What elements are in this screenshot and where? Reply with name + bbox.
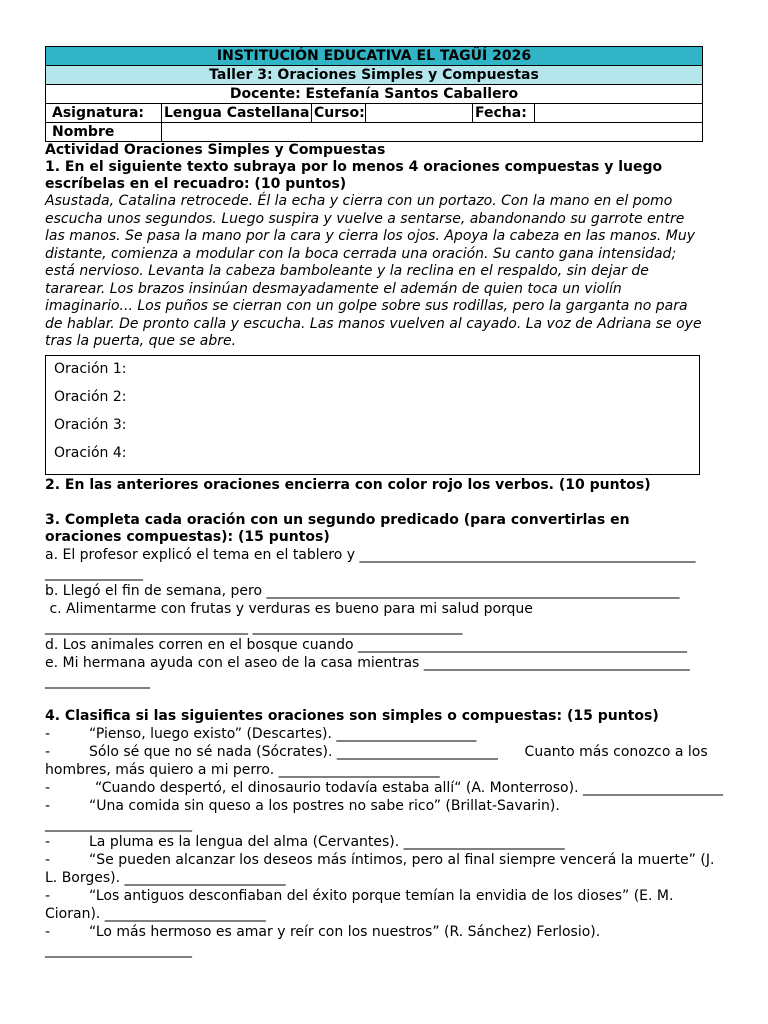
question-3-prompt: 3. Completa cada oración con un segundo predicado (para convertirlas en oraciones compuestas): (15 puntos) xyxy=(45,511,630,545)
q4-item: - “Pienso, luego existo” (Descartes). ____________________ xyxy=(45,725,477,742)
worksheet xyxy=(45,46,723,959)
q4-item-cont: L. Borges). _______________________ xyxy=(45,869,286,886)
sentence-1-label: Oración 1: xyxy=(54,360,127,377)
q4-item: - “Lo más hermoso es amar y reír con los nuestros” (R. Sánchez) Ferlosio). xyxy=(45,923,601,940)
q3-item-c: c. Alimentarme con frutas y verduras es bueno para mi salud porque xyxy=(45,600,533,617)
q3-item-a: a. El profesor explicó el tema en el tablero y ________________________________________________ xyxy=(45,546,696,563)
subject-label: Asignatura: xyxy=(46,104,162,123)
name-field[interactable] xyxy=(162,123,703,142)
q3-item-b: b. Llegó el fin de semana, pero ___________________________________________________________ xyxy=(45,582,680,599)
institution-title: INSTITUCIÓN EDUCATIVA EL TAGÜÍ 2026 xyxy=(46,47,703,66)
date-label: Fecha: xyxy=(473,104,535,123)
question-4-prompt: 4. Clasifica si las siguientes oraciones son simples o compuestas: (15 puntos) xyxy=(45,707,659,724)
course-field[interactable] xyxy=(366,104,473,123)
reading-passage: Asustada, Catalina retrocede. Él la echa y cierra con un portazo. Con la mano en el pomo escucha unos segundos. Luego suspira y vuelve a sentarse, abandonando su garrote entre las manos. Se pasa la mano por la cara y cierra los ojos. Apoya la cabeza en las manos. Muy distante, comienza a modular con la boca cerrada una oración. Su canto gana intensidad; está nervioso. Levanta la cabeza bamboleante y la reclina en el respaldo, sin dejar de tararear. Los brazos insinúan desmayadamente el ademán de quien toca un violín imaginario... Los puños se cierran con un golpe sobre sus rodillas, pero la garganta no para de hablar. De pronto calla y escucha. Las manos vuelven al cayado. La voz de Adriana se oye tras la puerta, que se abre. xyxy=(45,193,702,349)
name-label: Nombre xyxy=(46,123,162,142)
question-2-prompt: 2. En las anteriores oraciones encierra con color rojo los verbos. (10 puntos) xyxy=(45,476,651,493)
header-table xyxy=(45,46,703,142)
subject-value: Lengua Castellana xyxy=(162,104,312,123)
q4-item-cont: _____________________ xyxy=(45,815,192,832)
q3-item-e: e. Mi hermana ayuda con el aseo de la casa mientras ______________________________________ xyxy=(45,654,690,671)
sentence-4-label: Oración 4: xyxy=(54,445,127,462)
q4-item-cont: _____________________ xyxy=(45,941,192,958)
activity-title: Actividad Oraciones Simples y Compuestas xyxy=(45,142,386,158)
course-label: Curso: xyxy=(312,104,366,123)
question-1-prompt: 1. En el siguiente texto subraya por lo menos 4 oraciones compuestas y luego escríbelas en el recuadro: (10 puntos) xyxy=(45,159,663,192)
q3-item-d: d. Los animales corren en el bosque cuando _______________________________________________ xyxy=(45,636,687,653)
q4-item-cont: hombres, más quiero a mi perro. _______________________ xyxy=(45,761,440,778)
q3-item-a-cont: ______________ xyxy=(45,564,143,581)
q3-item-e-cont: _______________ xyxy=(45,672,150,689)
q3-item-c-cont: _____________________________ ______________________________ xyxy=(45,618,463,635)
answer-box[interactable] xyxy=(45,355,700,475)
q4-item: - Sólo sé que no sé nada (Sócrates). _______________________ Cuanto más conozco a los xyxy=(45,743,708,760)
sentence-3-label: Oración 3: xyxy=(54,417,127,434)
q4-item: - La pluma es la lengua del alma (Cervantes). _______________________ xyxy=(45,833,565,850)
teacher-name: Docente: Estefanía Santos Caballero xyxy=(46,85,703,104)
q4-item: - “Cuando despertó, el dinosaurio todavía estaba allí“ (A. Monterroso). ____________________ xyxy=(45,779,723,796)
date-field[interactable] xyxy=(535,104,703,123)
q4-item: - “Se pueden alcanzar los deseos más íntimos, pero al final siempre vencerá la muerte” (J. xyxy=(45,851,715,868)
q4-item-cont: Cioran). _______________________ xyxy=(45,905,266,922)
q4-item: - “Los antiguos desconfiaban del éxito porque temían la envidia de los dioses” (E. M. xyxy=(45,887,674,904)
sentence-2-label: Oración 2: xyxy=(54,388,127,405)
q4-item: - “Una comida sin queso a los postres no sabe rico” (Brillat-Savarin). xyxy=(45,797,560,814)
workshop-title: Taller 3: Oraciones Simples y Compuestas xyxy=(46,66,703,85)
